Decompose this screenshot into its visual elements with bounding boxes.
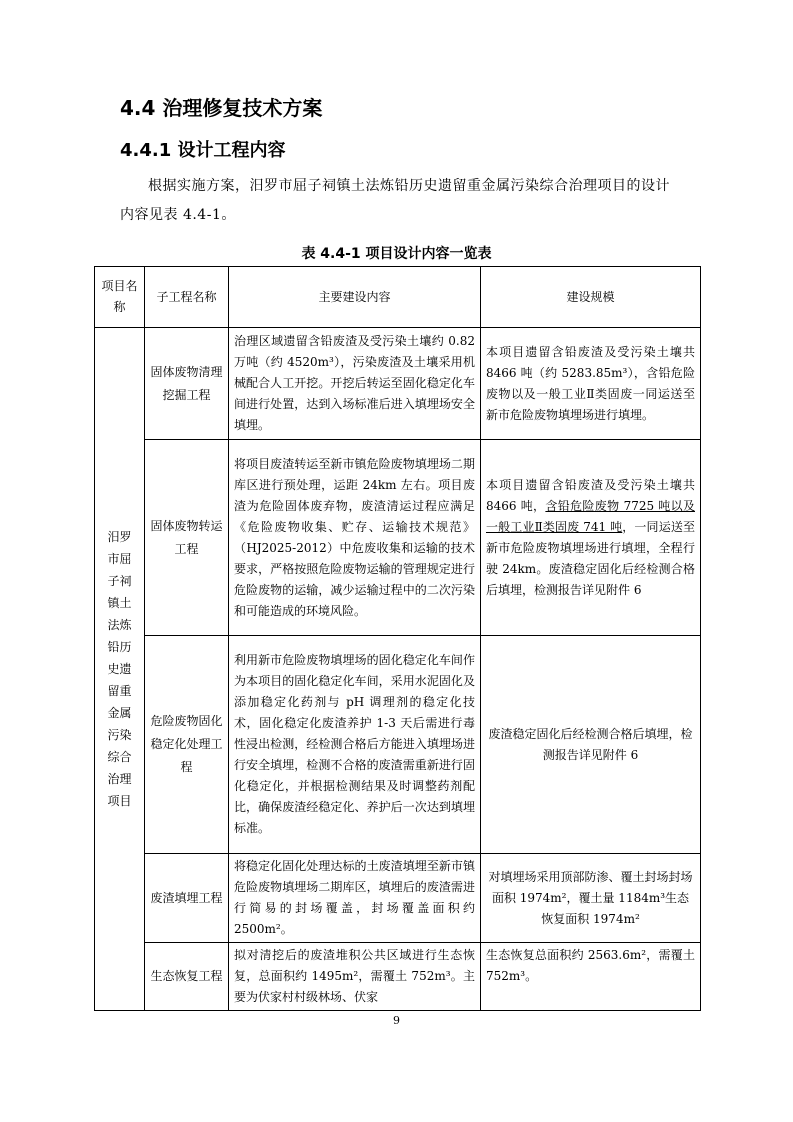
table-row xyxy=(95,328,701,440)
subproject-name: 固体废物转运工程 xyxy=(145,440,229,636)
scale-text: 本项目遗留含铅废渣及受污染土壤共 8466 吨， xyxy=(486,477,695,513)
header-main-content: 主要建设内容 xyxy=(229,267,481,328)
project-name-cell: 汨罗市屈子祠镇土法炼铅历史遗留重金属污染综合治理项目 xyxy=(95,328,145,1011)
section-heading: 4.4 治理修复技术方案 xyxy=(120,96,323,120)
subproject-name: 危险废物固化稳定化处理工程 xyxy=(145,636,229,854)
main-content: 拟对清挖后的废渣堆积公共区域进行生态恢复，总面积约 1495m²，需覆土 752m³。主要为伏家村村级林场、伏家 xyxy=(229,943,481,1011)
subproject-name: 废渣填埋工程 xyxy=(145,854,229,943)
scale-text: ，一同运送至新市危险废物填埋场进行填埋，全程行驶 24km。废渣稳定固化后经检测合格后填埋，检测报告详见附件 6 xyxy=(486,519,695,597)
subproject-name: 固体废物清理挖掘工程 xyxy=(145,328,229,440)
main-content: 利用新市危险废物填埋场的固化稳定化车间作为本项目的固化稳定化车间，采用水泥固化及添加稳定化药剂与 pH 调理剂的稳定化技术，固化稳定化废渣养护 1-3 天后需进行毒性浸出检测，经检测合格后方能进入填埋场进行安全填埋，检测不合格的废渣需重新进行固化稳定化，并根据检测结果及时调整药剂配比，确保废渣经稳定化、养护后一次达到填埋标准。 xyxy=(229,636,481,854)
design-content-table xyxy=(94,266,701,1011)
main-content: 将项目废渣转运至新市镇危险废物填埋场二期库区进行预处理，运距 24km 左右。项目废渣为危险固体废弃物，废渣清运过程应满足《危险废物收集、贮存、运输技术规范》（HJ2025-2012）中危废收集和运输的技术要求，严格按照危险废物运输的管理规定进行危险废物的运输，减少运输过程中的二次污染和可能造成的环境风险。 xyxy=(229,440,481,636)
scale: 对填埋场采用顶部防渗、覆土封场封场面积 1974m²，覆土量 1184m³生态恢复面积 1974m² xyxy=(481,854,701,943)
scale xyxy=(481,440,701,636)
table-header-row xyxy=(95,267,701,328)
scale: 废渣稳定固化后经检测合格后填埋，检测报告详见附件 6 xyxy=(481,636,701,854)
table-row xyxy=(95,854,701,943)
intro-paragraph: 根据实施方案，汨罗市屈子祠镇土法炼铅历史遗留重金属污染综合治理项目的设计内容见表 4.4-1。 xyxy=(120,178,670,223)
table-row xyxy=(95,636,701,854)
main-content: 治理区域遗留含铅废渣及受污染土壤约 0.82 万吨（约 4520m³），污染废渣及土壤采用机械配合人工开挖。开挖后转运至固化稳定化车间进行处置，达到入场标准后进入填埋场安全填埋。 xyxy=(229,328,481,440)
subproject-name: 生态恢复工程 xyxy=(145,943,229,1011)
table-row xyxy=(95,943,701,1011)
subsection-heading: 4.4.1 设计工程内容 xyxy=(120,140,286,161)
header-scale: 建设规模 xyxy=(481,267,701,328)
table-row xyxy=(95,440,701,636)
table-caption: 表 4.4-1 项目设计内容一览表 xyxy=(301,246,492,262)
main-content: 将稳定化固化处理达标的土废渣填埋至新市镇危险废物填埋场二期库区，填埋后的废渣需进行简易的封场覆盖，封场覆盖面积约 2500m²。 xyxy=(229,854,481,943)
page-number: 9 xyxy=(393,1014,400,1027)
header-project-name: 项目名称 xyxy=(95,267,145,328)
scale-underlined-text: 含铅危险废物 7725 吨以及一般工业Ⅱ类固废 741 吨 xyxy=(486,498,695,534)
scale: 生态恢复总面积约 2563.6m²，需覆土 752m³。 xyxy=(481,943,701,1011)
scale: 本项目遗留含铅废渣及受污染土壤共 8466 吨（约 5283.85m³），含铅危险废物以及一般工业Ⅱ类固废一同运送至新市危险废物填埋场进行填埋。 xyxy=(481,328,701,440)
header-subproject-name: 子工程名称 xyxy=(145,267,229,328)
